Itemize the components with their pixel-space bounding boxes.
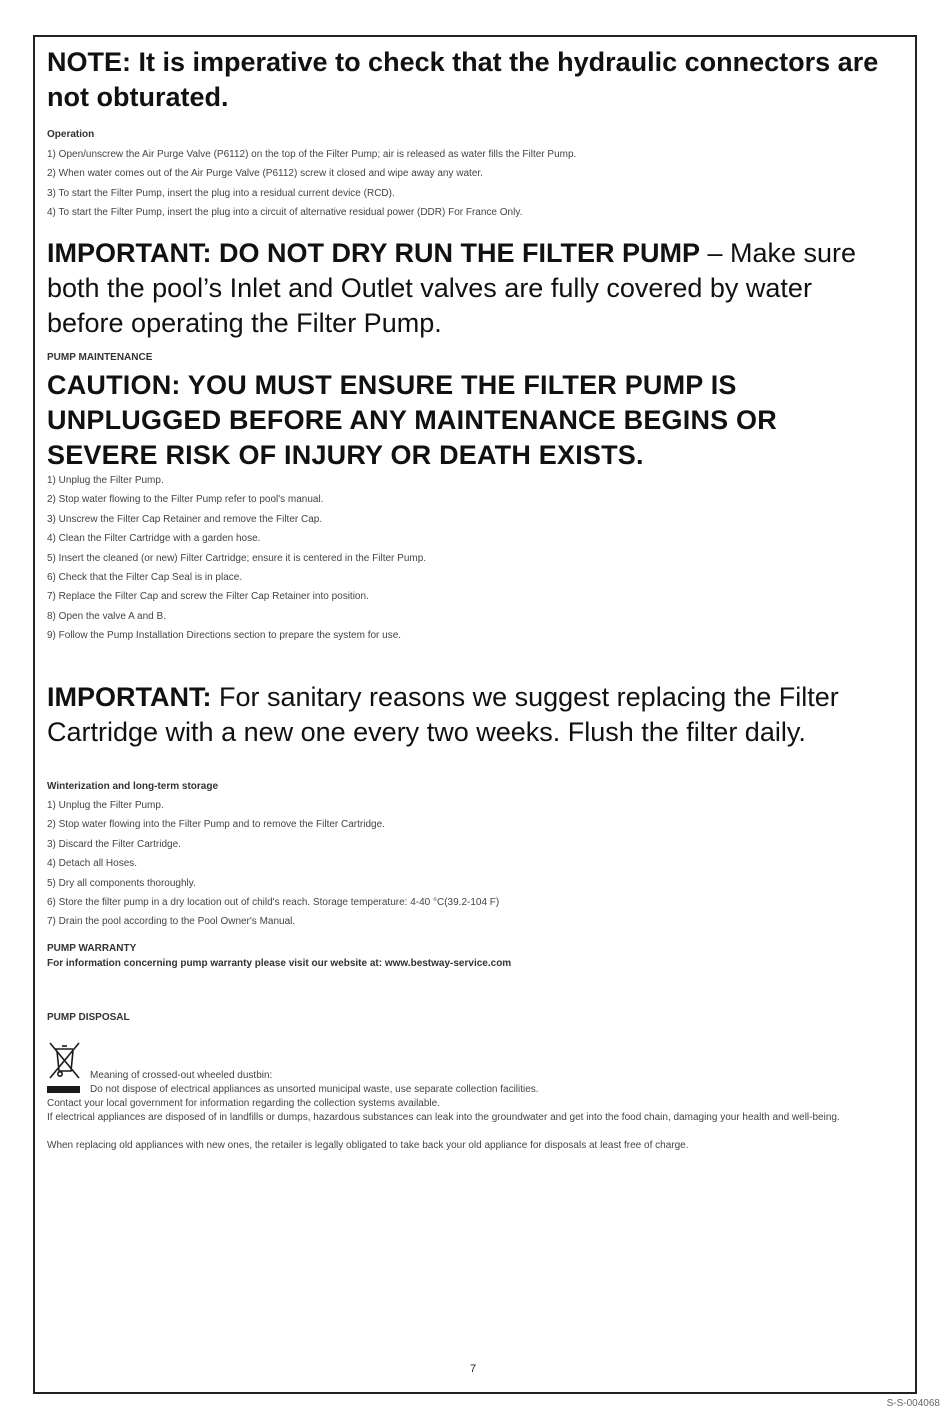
disposal-heading: PUMP DISPOSAL — [47, 1012, 130, 1023]
disposal-line-3: Contact your local government for information regarding the collection systems available. — [47, 1098, 440, 1109]
list-item: 5) Insert the cleaned (or new) Filter Cartridge; ensure it is centered in the Filter Pump. — [47, 552, 427, 564]
list-item: 5) Dry all components thoroughly. — [47, 877, 196, 889]
list-item: 3) Unscrew the Filter Cap Retainer and remove the Filter Cap. — [47, 513, 323, 525]
list-item: 3) To start the Filter Pump, insert the plug into a residual current device (RCD). — [47, 187, 395, 199]
note-text: NOTE: It is imperative to check that the hydraulic connectors are not obturated. — [47, 47, 879, 112]
important-sanitary-rest: For sanitary reasons we suggest replacing the Filter Cartridge with a new one every two weeks. Flush the filter daily. — [47, 682, 839, 747]
list-item: 6) Store the filter pump in a dry location out of child's reach. Storage temperature: 4-40 °C(39.2-104 F) — [47, 897, 500, 909]
document-code: S-S-004068 — [886, 1398, 940, 1409]
list-item: 3) Discard the Filter Cartridge. — [47, 838, 181, 850]
disposal-line-1: Meaning of crossed-out wheeled dustbin: — [90, 1070, 273, 1081]
maintenance-steps — [47, 471, 897, 646]
operation-heading: Operation — [47, 129, 95, 140]
black-bar — [47, 1086, 80, 1093]
operation-steps — [47, 145, 897, 223]
warranty-text: For information concerning pump warranty please visit our website at: www.bestway-service.com — [47, 958, 512, 969]
disposal-line-5: When replacing old appliances with new ones, the retailer is legally obligated to take back your old appliance for disposals at least free of charge. — [47, 1140, 689, 1151]
warranty-heading: PUMP WARRANTY — [47, 943, 137, 954]
disposal-line-2: Do not dispose of electrical appliances as unsorted municipal waste, use separate collection facilities. — [90, 1084, 539, 1095]
list-item: 7) Replace the Filter Cap and screw the Filter Cap Retainer into position. — [47, 591, 369, 603]
disposal-line-4: If electrical appliances are disposed of in landfills or dumps, hazardous substances can leak into the groundwater and get into the food chain, damaging your health and well-being. — [47, 1112, 840, 1123]
list-item: 1) Unplug the Filter Pump. — [47, 475, 164, 486]
list-item: 6) Check that the Filter Cap Seal is in place. — [47, 572, 243, 584]
winterization-heading: Winterization and long-term storage — [47, 781, 219, 792]
list-item: 4) Clean the Filter Cartridge with a garden hose. — [47, 533, 261, 545]
caution-text: CAUTION: YOU MUST ENSURE THE FILTER PUMP IS UNPLUGGED BEFORE ANY MAINTENANCE BEGINS OR SEVERE RISK OF INJURY OR DEATH EXISTS. — [47, 370, 777, 470]
crossed-out-wheeled-bin-icon — [47, 1040, 83, 1084]
page-number: 7 — [470, 1363, 477, 1375]
important-dry-run — [47, 236, 892, 341]
list-item: 1) Unplug the Filter Pump. — [47, 800, 164, 811]
winterization-steps — [47, 796, 897, 932]
list-item: 8) Open the valve A and B. — [47, 610, 166, 622]
maintenance-heading: PUMP MAINTENANCE — [47, 352, 153, 363]
list-item: 9) Follow the Pump Installation Directions section to prepare the system for use. — [47, 630, 402, 642]
important-sanitary — [47, 680, 902, 750]
list-item: 2) Stop water flowing to the Filter Pump refer to pool's manual. — [47, 494, 324, 506]
list-item: 1) Open/unscrew the Air Purge Valve (P6112) on the top of the Filter Pump; air is released as water fills the Filter Pump. — [47, 149, 577, 160]
important-sanitary-bold: IMPORTANT: — [47, 682, 212, 712]
important-dry-run-rest: – Make sure both the pool’s Inlet and Outlet valves are fully covered by water before operating the Filter Pump. — [47, 238, 857, 338]
list-item: 7) Drain the pool according to the Pool Owner's Manual. — [47, 916, 296, 928]
list-item: 4) Detach all Hoses. — [47, 858, 138, 870]
important-dry-run-bold: IMPORTANT: DO NOT DRY RUN THE FILTER PUMP — [47, 238, 700, 268]
list-item: 2) When water comes out of the Air Purge Valve (P6112) screw it closed and wipe away any water. — [47, 168, 483, 180]
list-item: 4) To start the Filter Pump, insert the plug into a circuit of alternative residual power (DDR) For France Only. — [47, 207, 523, 219]
list-item: 2) Stop water flowing into the Filter Pump and to remove the Filter Cartridge. — [47, 819, 385, 831]
